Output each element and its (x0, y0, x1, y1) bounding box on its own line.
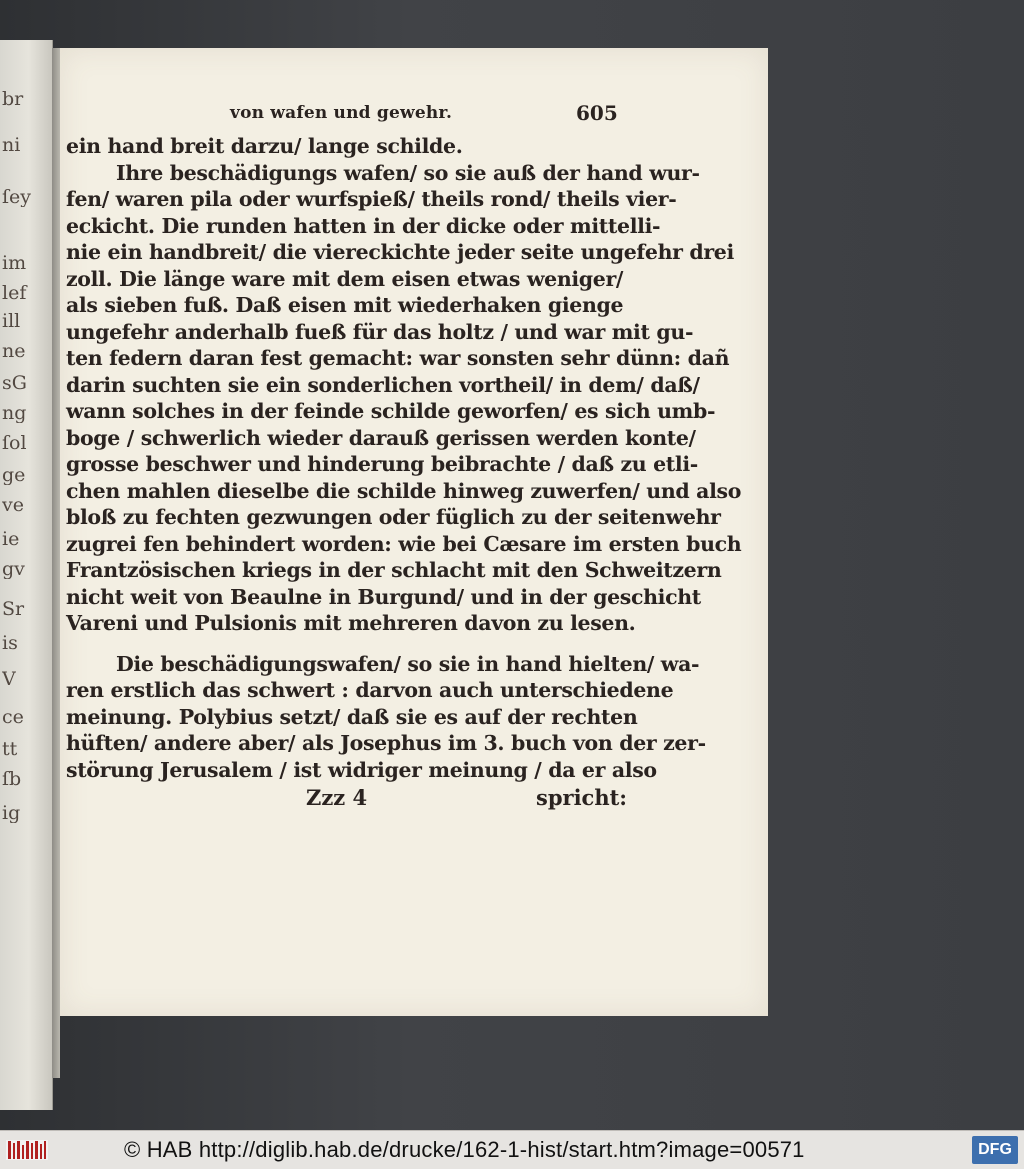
facing-page-fragment: ce (2, 708, 24, 727)
book-page (60, 48, 768, 1016)
facing-page-fragment: gv (2, 560, 25, 579)
running-head (66, 103, 628, 133)
facing-page-fragment: ie (2, 530, 20, 549)
text-line: Frantzösischen kriegs in der schlacht mit den Schweitzern (66, 558, 722, 582)
text-line: wann solches in der feinde schilde geworfen/ es sich umb- (66, 399, 716, 423)
text-line: bloß zu fechten gezwungen oder füglich zu der seitenwehr (66, 505, 721, 529)
paragraph-1 (66, 133, 742, 637)
viewer-footer (0, 1130, 1024, 1169)
page-text-block (66, 101, 742, 815)
text-line: störung Jerusalem / ist widriger meinung / da er also (66, 757, 657, 782)
facing-page-fragment: ſey (2, 188, 32, 207)
facing-page-edge (0, 40, 53, 1110)
text-line: zoll. Die länge ware mit dem eisen etwas weniger/ (66, 266, 624, 291)
facing-page-fragment: ne (2, 342, 26, 361)
text-line: eckicht. Die runden hatten in der dicke oder mittelli- (66, 213, 661, 238)
text-line: ein hand breit darzu/ lange schilde. (66, 134, 463, 158)
paragraph-gap (66, 637, 628, 651)
facing-page-fragment: ſb (2, 770, 22, 789)
text-line: nie ein handbreit/ die viereckichte jeder seite ungefehr drei (66, 240, 734, 264)
text-line: boge / schwerlich wieder darauß gerissen werden konte/ (66, 425, 696, 450)
facing-page-fragment: Sr (2, 600, 25, 619)
text-line: grosse beschwer und hinderung beibrachte / daß zu etli- (66, 452, 698, 476)
dfg-logo[interactable]: DFG (972, 1136, 1018, 1164)
page-gutter (52, 48, 60, 1078)
running-title: von wafen und gewehr. (230, 103, 453, 123)
text-line: chen mahlen dieselbe die schilde hinweg zuwerfen/ und also (66, 478, 742, 503)
facing-page-fragment: ni (2, 136, 21, 155)
text-line: ren erstlich das schwert : darvon auch unterschiedene (66, 678, 674, 702)
text-line: ungefehr anderhalb fueß für das holtz / und war mit gu- (66, 319, 694, 344)
facing-page-fragment: ſol (2, 434, 27, 453)
facing-page-fragment: ve (2, 496, 24, 515)
facing-page-fragment: lef (2, 284, 27, 303)
text-line: ten federn daran fest gemacht: war sonsten sehr dünn: dañ (66, 346, 730, 370)
text-line: zugrei fen behindert worden: wie bei Cæsare im ersten buch (66, 531, 742, 556)
text-line: als sieben fuß. Daß eisen mit wiederhaken gienge (66, 293, 624, 317)
paragraph-2 (66, 651, 706, 784)
text-line: darin suchten sie ein sonderlichen vortheil/ in dem/ daß/ (66, 372, 700, 397)
text-line: Vareni und Pulsionis mit mehreren davon zu lesen. (66, 611, 636, 635)
text-line: Ihre beschädigungs wafen/ so sie auß der hand wur- (116, 160, 700, 185)
text-line: fen/ waren pila oder wurfspieß/ theils rond/ theils vier- (66, 187, 677, 211)
facing-page-fragment: ge (2, 466, 26, 485)
text-line: Die beschädigungswafen/ so sie in hand hielten/ wa- (116, 651, 700, 676)
facing-page-fragment: br (2, 90, 24, 109)
footer-credit-link[interactable]: © HAB http://diglib.hab.de/drucke/162-1-hist/start.htm?image=00571 (124, 1137, 805, 1162)
library-barcode-logo-icon[interactable] (6, 1137, 48, 1163)
facing-page-fragment: ig (2, 804, 21, 823)
catchword: spricht: (536, 785, 628, 810)
facing-page-fragment: ng (2, 404, 27, 423)
catch-row (66, 785, 628, 815)
facing-page-fragment: ill (2, 312, 21, 331)
facing-page-fragment: sG (2, 374, 27, 393)
page-number: 605 (576, 101, 618, 125)
facing-page-fragment: im (2, 254, 27, 273)
signature-mark: Zzz 4 (306, 785, 368, 810)
facing-page-fragment: V (2, 670, 16, 689)
text-line: hüften/ andere aber/ als Josephus im 3. buch von der zer- (66, 731, 706, 755)
text-line: meinung. Polybius setzt/ daß sie es auf der rechten (66, 704, 638, 729)
facing-page-fragment: is (2, 634, 18, 653)
facing-page-fragment: tt (2, 740, 18, 759)
text-line: nicht weit von Beaulne in Burgund/ und in der geschicht (66, 584, 701, 609)
